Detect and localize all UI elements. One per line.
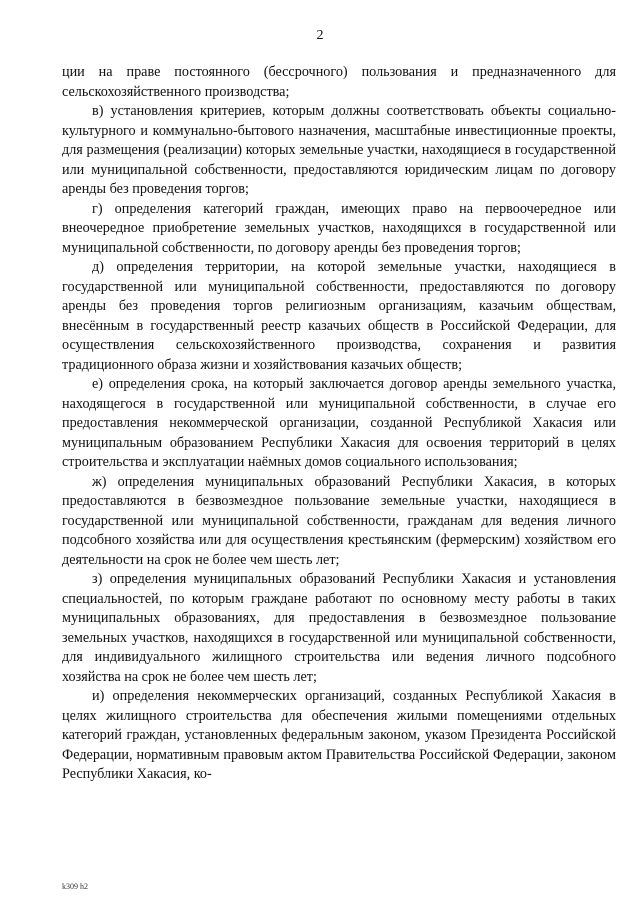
page-number: 2 <box>316 28 324 43</box>
paragraph-item-d: д) определения территории, на которой земельные участки, находящиеся в государственной или муниципальной собственности, предоставляются по договору аренды без проведения торгов религиозным организациям, казачьим обществам, внесённым в государственный реестр казачьих обществ в Российской Федерации, для осуществления сельскохозяйственного производства, сохранения и развития традиционного образа жизни и хозяйствования казачьих обществ; <box>62 259 616 373</box>
document-code: k309 h2 <box>62 882 88 891</box>
paragraph-item-v: в) установления критериев, которым должны соответствовать объекты социально-культурного и коммунально-бытового назначения, масштабные инвестиционные проекты, для размещения (реализации) которых земельные участки, находящиеся в государственной или муниципальной собственности, предоставляются юридическим лицам по договору аренды без проведения торгов; <box>62 103 616 197</box>
paragraph-item-g: г) определения категорий граждан, имеющих право на первоочередное или внеочередное приобретение земельных участков, находящихся в государственной или муниципальной собственности, по договору аренды без проведения торгов; <box>62 200 616 256</box>
paragraph-item-i: и) определения некоммерческих организаций, созданных Республикой Хакасия в целях жилищного строительства для обеспечения жилыми помещениями отдельных категорий граждан, установленных федеральным законом, указом Президента Российской Федерации, нормативным правовым актом Правительства Российской Федерации, законом Республики Хакасия, ко- <box>62 688 616 782</box>
paragraph-item-z: з) определения муниципальных образований Республики Хакасия и установления специальностей, по которым граждане работают по основному месту работы в таких муниципальных образованиях, для предоставления в безвозмездное пользование земельных участков, находящихся в государственной или муниципальной собственности, для индивидуального жилищного строительства или ведения личного подсобного хозяйства на срок не более чем шесть лет; <box>62 571 616 685</box>
paragraph-item-zh: ж) определения муниципальных образований Республики Хакасия, в которых предоставляются в безвозмездное пользование земельные участки, находящиеся в государственной или муниципальной собственности, гражданам для ведения личного подсобного хозяйства или для осуществления крестьянским (фермерским) хозяйством его деятельности на срок не более чем шесть лет; <box>62 473 616 568</box>
document-body <box>62 63 616 785</box>
paragraph-item-e: е) определения срока, на который заключается договор аренды земельного участка, находящегося в государственной или муниципальной собственности, в случае его предоставления некоммерческой организации, созданной Республикой Хакасия или муниципальным образованием Республики Хакасия для освоения территорий в целях строительства и эксплуатации наёмных домов социального использования; <box>62 376 616 470</box>
paragraph-continuation: ции на праве постоянного (бессрочного) пользования и предназначенного для сельскохозяйственного производства; <box>62 64 616 100</box>
